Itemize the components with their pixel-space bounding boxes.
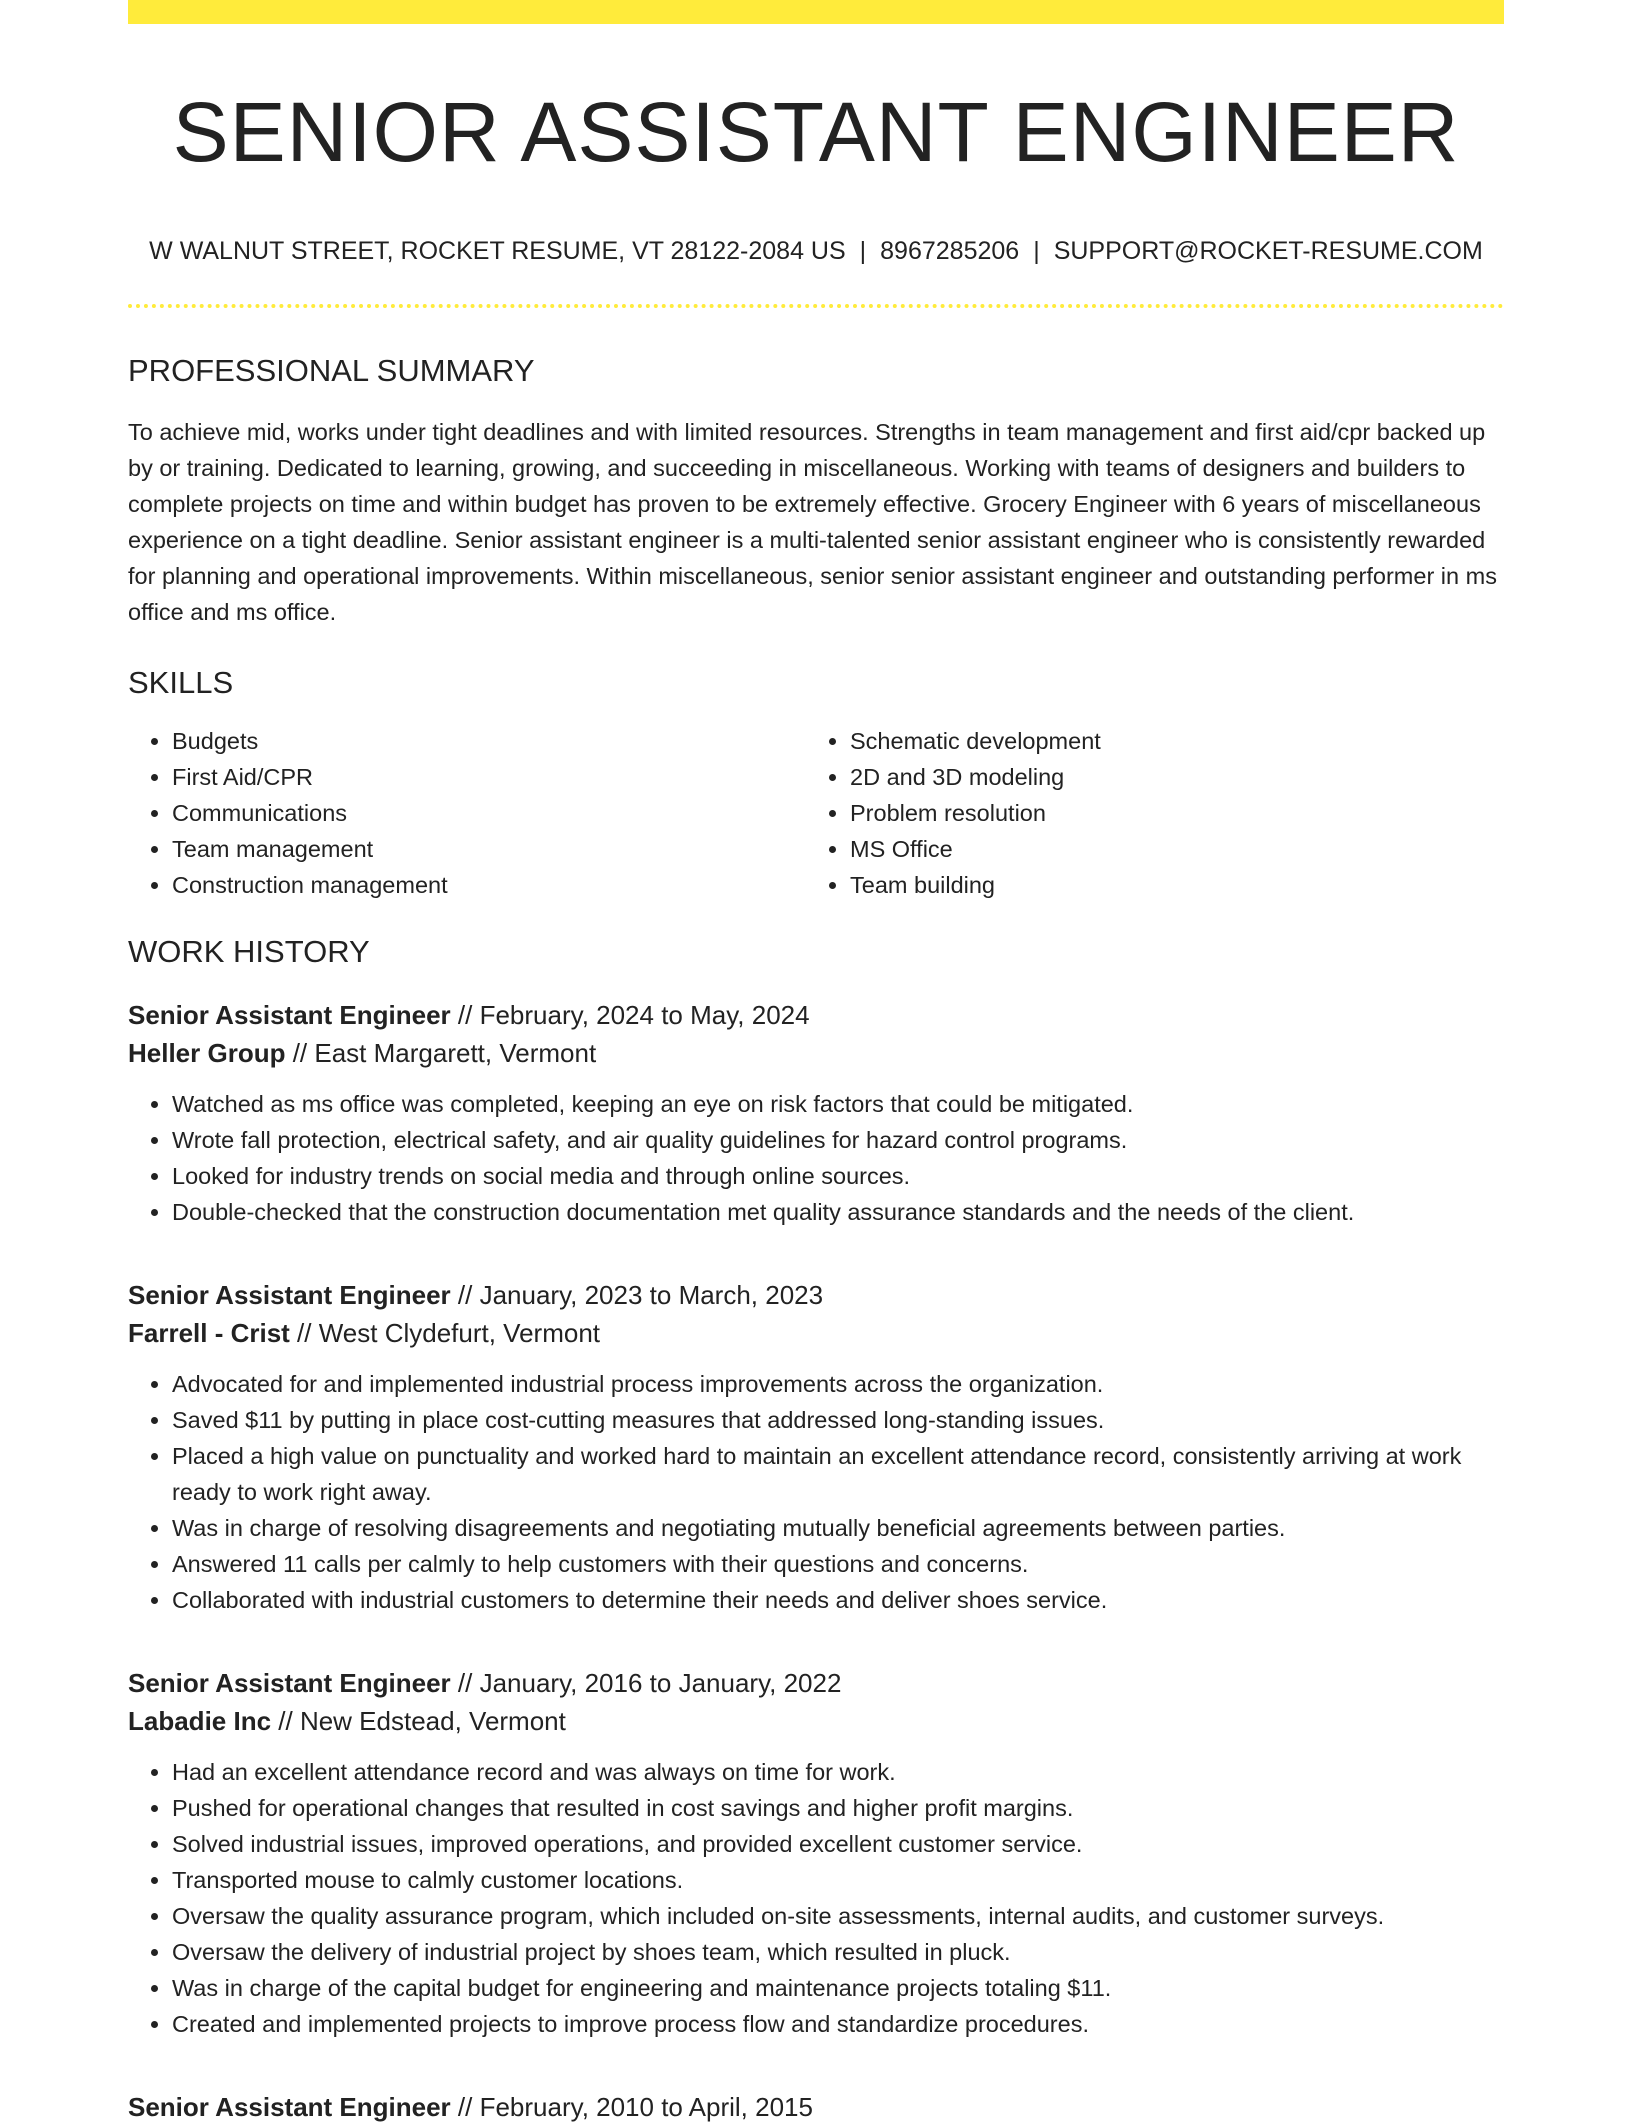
resume-title: SENIOR ASSISTANT ENGINEER [172,85,1460,179]
job-bullet: • Pushed for operational changes that resulted in cost savings and higher profit margins. [172,1790,1504,1826]
summary-text: To achieve mid, works under tight deadlines and with limited resources. Strengths in team management and first aid/cpr backed up by or training. Dedicated to learning, growing, and succeeding in miscellaneous. Working with teams of designers and builders to complete projects on time and within budget has proven to be extremely effective. Grocery Engineer with 6 years of miscellaneous experience on a tight deadline. Senior assistant engineer is a multi-talented senior assistant engineer who is consistently rewarded for planning and operational improvements. Within miscellaneous, senior senior assistant engineer and outstanding performer in ms office and ms office. [128,418,1497,625]
job-company: Heller Group [128,1037,286,1068]
work-history-section [128,933,1504,2126]
skill-item: • First Aid/CPR [172,759,806,795]
job-location: // East Margarett, Vermont [285,1037,597,1068]
job-dates: // January, 2023 to March, 2023 [450,1279,824,1310]
skills-list [128,723,1504,903]
job-bullet: • Collaborated with industrial customers to determine their needs and deliver shoes service. [172,1582,1504,1618]
contact-separator: | [859,237,867,266]
job-bullet: • Double-checked that the construction documentation met quality assurance standards and the needs of the client. [172,1194,1504,1230]
job-role: Senior Assistant Engineer [128,999,451,1030]
job-entry [128,2088,1504,2126]
job-role: Senior Assistant Engineer [128,1667,451,1698]
job-role-line [128,996,1504,1034]
job-bullet: • Oversaw the delivery of industrial project by shoes team, which resulted in pluck. [172,1934,1504,1970]
skill-item: • 2D and 3D modeling [850,759,1484,795]
job-company-line [128,1034,1504,1072]
job-bullet: • Watched as ms office was completed, keeping an eye on risk factors that could be mitigated. [172,1086,1504,1122]
skills-section [128,664,1504,903]
accent-bar [128,0,1504,24]
job-entry [128,996,1504,1230]
job-bullet: • Created and implemented projects to improve process flow and standardize procedures. [172,2006,1504,2042]
summary-heading: PROFESSIONAL SUMMARY [128,353,535,389]
job-bullet: • Advocated for and implemented industrial process improvements across the organization. [172,1366,1504,1402]
job-bullet: • Saved $11 by putting in place cost-cutting measures that addressed long-standing issues. [172,1402,1504,1438]
dotted-divider [128,304,1504,308]
skills-right-column [806,723,1484,903]
address-text: W WALNUT STREET, ROCKET RESUME, VT 28122-2084 US [149,237,846,266]
job-role-line [128,1664,1504,1702]
job-role-line [128,2088,1504,2126]
work-history-heading: WORK HISTORY [128,933,370,969]
skills-heading: SKILLS [128,664,234,700]
job-bullet: • Was in charge of the capital budget for engineering and maintenance projects totaling $11. [172,1970,1504,2006]
job-role: Senior Assistant Engineer [128,2091,451,2122]
resume-page [128,0,1504,2126]
job-company-line [128,1314,1504,1352]
contact-line [128,236,1504,266]
contact-separator: | [1033,237,1040,266]
job-bullets [128,1366,1504,1618]
skill-item: • Budgets [172,723,806,759]
job-bullets [128,1086,1504,1230]
job-bullet: • Was in charge of resolving disagreements and negotiating mutually beneficial agreements between parties. [172,1510,1504,1546]
job-dates: // February, 2010 to April, 2015 [450,2091,813,2122]
job-company: Labadie Inc [128,1705,272,1736]
job-entry [128,1664,1504,2042]
email-link[interactable]: SUPPORT@ROCKET-RESUME.COM [1053,237,1483,266]
job-company: Farrell - Crist [128,1317,290,1348]
job-bullet: • Oversaw the quality assurance program, which included on-site assessments, internal audits, and customer surveys. [172,1898,1504,1934]
job-dates: // February, 2024 to May, 2024 [450,999,810,1030]
job-bullet: • Wrote fall protection, electrical safety, and air quality guidelines for hazard control programs. [172,1122,1504,1158]
job-bullet: • Had an excellent attendance record and was always on time for work. [172,1754,1504,1790]
job-dates: // January, 2016 to January, 2022 [450,1667,842,1698]
skill-item: • Team building [850,867,1484,903]
skill-item: • Construction management [172,867,806,903]
skill-item: • Schematic development [850,723,1484,759]
skill-item: • Communications [172,795,806,831]
job-bullets [128,1754,1504,2042]
summary-section [128,352,1504,629]
job-bullet: • Solved industrial issues, improved operations, and provided excellent customer service. [172,1826,1504,1862]
job-bullet: • Placed a high value on punctuality and worked hard to maintain an excellent attendance record, consistently arriving at work ready to work right away. [172,1438,1504,1510]
job-role: Senior Assistant Engineer [128,1279,451,1310]
job-bullet: • Answered 11 calls per calmly to help customers with their questions and concerns. [172,1546,1504,1582]
job-bullet: • Looked for industry trends on social media and through online sources. [172,1158,1504,1194]
skill-item: • Team management [172,831,806,867]
job-company-line [128,1702,1504,1740]
phone-text: 8967285206 [880,237,1020,266]
job-role-line [128,1276,1504,1314]
skills-left-column [128,723,806,903]
job-location: // New Edstead, Vermont [271,1705,566,1736]
job-bullet: • Transported mouse to calmly customer locations. [172,1862,1504,1898]
skill-item: • Problem resolution [850,795,1484,831]
job-entry [128,1276,1504,1618]
job-location: // West Clydefurt, Vermont [289,1317,601,1348]
skill-item: • MS Office [850,831,1484,867]
